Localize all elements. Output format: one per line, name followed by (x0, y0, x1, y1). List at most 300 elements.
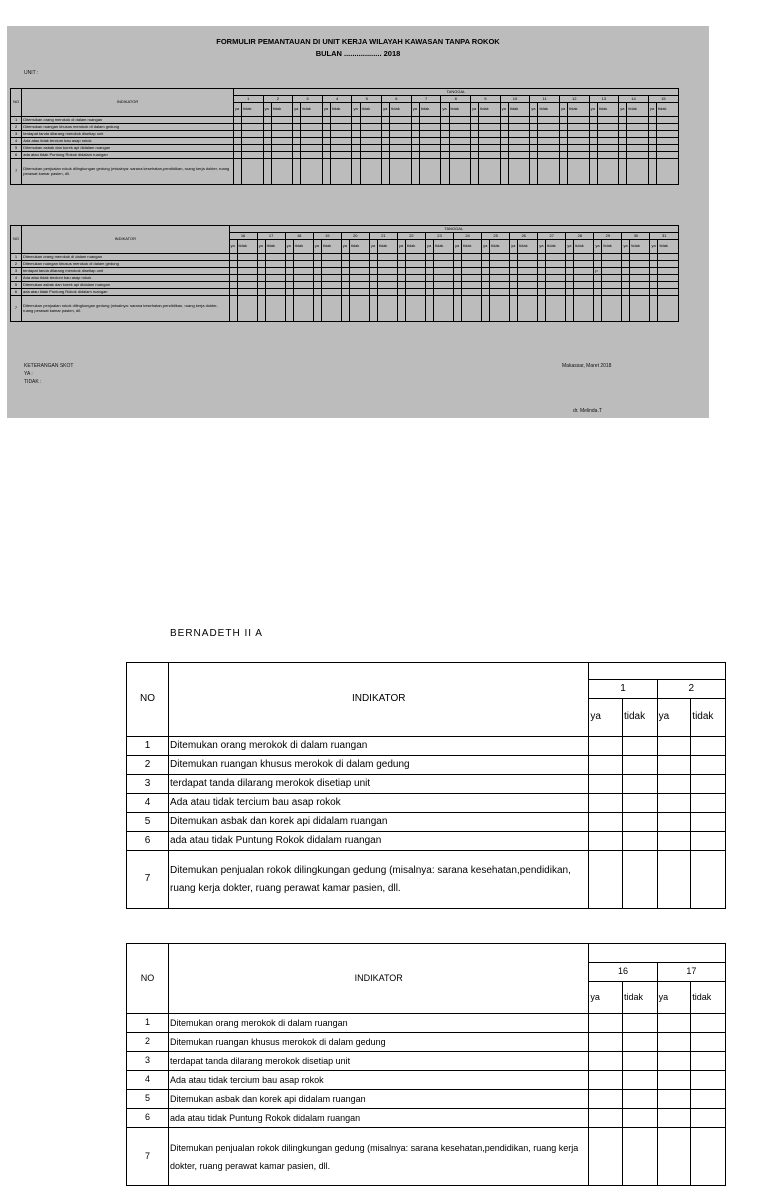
ya-cell (589, 1071, 623, 1090)
ya-cell (411, 159, 419, 185)
tidak-cell (627, 138, 648, 145)
ya-cell (369, 296, 377, 322)
ya-cell (233, 145, 241, 152)
tidak-cell (623, 756, 658, 775)
ya-cell (510, 275, 518, 282)
day-header: 2 (263, 96, 293, 103)
ya-cell (566, 275, 574, 282)
indicator-no: 2 (11, 261, 22, 268)
tidak-header: tidak (377, 240, 397, 254)
day-header: 26 (510, 233, 538, 240)
day-header: 27 (538, 233, 566, 240)
tidak-cell (265, 289, 285, 296)
day-header: 6 (382, 96, 412, 103)
tidak-cell (658, 268, 679, 275)
tidak-cell (462, 275, 482, 282)
ya-header: ya (559, 103, 567, 117)
ya-cell (589, 794, 623, 813)
ya-cell (594, 289, 602, 296)
ya-cell (285, 261, 293, 268)
tidak-cell (508, 145, 529, 152)
ya-cell (530, 124, 538, 131)
day-header: 19 (313, 233, 341, 240)
tidak-cell (657, 145, 679, 152)
tidak-cell (301, 138, 322, 145)
tidak-header: tidak (657, 103, 679, 117)
ya-cell (369, 268, 377, 275)
tidak-cell (242, 138, 263, 145)
tidak-cell (630, 282, 650, 289)
ya-cell (538, 282, 546, 289)
ya-cell (263, 152, 271, 159)
tidak-cell (390, 138, 411, 145)
ya-cell (510, 296, 518, 322)
tidak-cell (518, 282, 538, 289)
indicator-no: 3 (127, 1052, 169, 1071)
ya-cell (559, 145, 567, 152)
ya-cell (482, 254, 490, 261)
tidak-cell (508, 138, 529, 145)
tidak-header: tidak (508, 103, 529, 117)
tidak-cell (658, 254, 679, 261)
ya-cell (441, 145, 449, 152)
ya-cell (397, 268, 405, 275)
day-header: 20 (341, 233, 369, 240)
tidak-cell (691, 813, 726, 832)
tidak-cell (627, 159, 648, 185)
tidak-cell (597, 145, 618, 152)
indicator-no: 7 (11, 296, 22, 322)
tidak-cell (602, 268, 622, 275)
day-header: 1 (233, 96, 263, 103)
tidak-cell (538, 159, 559, 185)
ya-cell (500, 117, 508, 124)
tidak-cell (390, 117, 411, 124)
tidak-cell (390, 145, 411, 152)
tidak-cell (657, 124, 679, 131)
tidak-cell (390, 124, 411, 131)
ya-cell (441, 131, 449, 138)
day-header: 25 (482, 233, 510, 240)
ya-cell (382, 117, 390, 124)
marked-cell: p (594, 268, 602, 275)
ya-cell (566, 282, 574, 289)
tidak-cell (265, 275, 285, 282)
tidak-cell (658, 261, 679, 268)
ya-header: ya (594, 240, 602, 254)
ya-cell (482, 282, 490, 289)
ya-cell (648, 159, 656, 185)
indicator-text: Ada atau tidak tercium bau asap rokok (22, 275, 230, 282)
ya-header: ya (530, 103, 538, 117)
tidak-cell (293, 261, 313, 268)
tidak-cell (321, 254, 341, 261)
day-header: 31 (650, 233, 679, 240)
ya-cell (352, 124, 360, 131)
tidak-cell (657, 117, 679, 124)
tidak-cell (293, 289, 313, 296)
ya-cell (510, 254, 518, 261)
day-header: 4 (322, 96, 352, 103)
ya-cell (657, 851, 691, 909)
ya-cell (538, 275, 546, 282)
ya-header: ya (650, 240, 658, 254)
ya-cell (322, 152, 330, 159)
tidak-cell (490, 296, 510, 322)
ya-cell (589, 832, 623, 851)
ya-cell (538, 268, 546, 275)
ya-cell (619, 124, 627, 131)
ya-cell (657, 756, 691, 775)
tidak-cell (271, 124, 292, 131)
tidak-cell (405, 275, 425, 282)
ya-cell (622, 261, 630, 268)
tanggal-header-blank (589, 663, 726, 680)
ya-header: ya (313, 240, 321, 254)
tidak-cell (271, 117, 292, 124)
tidak-cell (349, 282, 369, 289)
ya-cell (589, 851, 623, 909)
tidak-cell (691, 737, 726, 756)
ya-cell (397, 282, 405, 289)
ya-cell (510, 282, 518, 289)
day-header: 5 (352, 96, 382, 103)
ya-cell (425, 261, 433, 268)
ya-cell (411, 152, 419, 159)
indicator-no: 4 (11, 138, 22, 145)
indicator-text: terdapat tanda dilarang merokok disetiap unit (169, 775, 589, 794)
indicator-text: Ditemukan orang merokok di dalam ruangan (169, 737, 589, 756)
ya-cell (559, 117, 567, 124)
ya-cell (229, 275, 237, 282)
tidak-cell (419, 145, 440, 152)
tidak-cell (462, 296, 482, 322)
ya-cell (500, 145, 508, 152)
tidak-cell (574, 282, 594, 289)
ya-cell (229, 254, 237, 261)
ya-header: ya (322, 103, 330, 117)
tanggal-header-blank (589, 944, 726, 963)
tidak-cell (691, 1052, 726, 1071)
tidak-cell (349, 289, 369, 296)
tidak-cell (574, 275, 594, 282)
day-header: 18 (285, 233, 313, 240)
tidak-header: tidak (627, 103, 648, 117)
tidak-cell (462, 289, 482, 296)
ya-cell (500, 131, 508, 138)
ya-header: ya (566, 240, 574, 254)
indicator-text: Ada atau tidak tercium bau asap rokok (169, 794, 589, 813)
tidak-cell (330, 124, 351, 131)
tidak-cell (568, 152, 589, 159)
tidak-cell (360, 152, 381, 159)
tidak-cell (301, 159, 322, 185)
indicator-text: Ditemukan asbak dan korek api didalam ruangan (22, 282, 230, 289)
ya-cell (233, 159, 241, 185)
tidak-cell (330, 159, 351, 185)
form-subtitle: BULAN .................. 2018 (315, 49, 401, 58)
ya-cell (313, 268, 321, 275)
day-header: 28 (566, 233, 594, 240)
tidak-header: tidak (321, 240, 341, 254)
ya-cell (285, 268, 293, 275)
day-header: 10 (500, 96, 530, 103)
ya-cell (229, 268, 237, 275)
tidak-cell (479, 117, 500, 124)
tidak-cell (449, 138, 470, 145)
ya-cell (482, 261, 490, 268)
tidak-cell (293, 282, 313, 289)
ya-cell (657, 1090, 691, 1109)
ya-cell (425, 268, 433, 275)
ya-cell (482, 275, 490, 282)
day-header: 14 (619, 96, 649, 103)
ya-cell (471, 152, 479, 159)
tidak-cell (691, 1014, 726, 1033)
tidak-cell (293, 254, 313, 261)
tidak-cell (321, 289, 341, 296)
tidak-cell (538, 145, 559, 152)
tidak-cell (490, 261, 510, 268)
indicator-no: 5 (127, 813, 169, 832)
tidak-cell (462, 282, 482, 289)
tidak-cell (623, 851, 658, 909)
ya-cell (657, 1109, 691, 1128)
tidak-cell (479, 152, 500, 159)
tidak-cell (271, 145, 292, 152)
ya-cell (650, 254, 658, 261)
tidak-cell (623, 832, 658, 851)
ya-cell (313, 254, 321, 261)
indicator-no: 6 (127, 832, 169, 851)
tidak-cell (538, 131, 559, 138)
ya-cell (293, 159, 301, 185)
ya-header: ya (454, 240, 462, 254)
tanggal-header: TANGGAL (229, 226, 678, 233)
tidak-cell (602, 296, 622, 322)
tidak-cell (602, 275, 622, 282)
ya-cell (257, 296, 265, 322)
ya-cell (382, 159, 390, 185)
ya-cell (322, 159, 330, 185)
tidak-cell (301, 131, 322, 138)
tidak-cell (546, 254, 566, 261)
ya-cell (369, 275, 377, 282)
ya-cell (589, 1052, 623, 1071)
tidak-cell (479, 159, 500, 185)
ya-cell (233, 131, 241, 138)
ya-header: ya (411, 103, 419, 117)
ya-cell (425, 275, 433, 282)
ya-cell (657, 737, 691, 756)
ya-cell (257, 254, 265, 261)
ya-cell (530, 131, 538, 138)
ya-header: ya (341, 240, 349, 254)
tidak-cell (658, 296, 679, 322)
ya-header: ya (657, 982, 691, 1014)
page-name: BERNADETH II A (170, 628, 263, 639)
indicator-text: Ditemukan ruangan khusus merokok di dalam gedung (22, 261, 230, 268)
day-header: 9 (471, 96, 501, 103)
no-header: NO (11, 226, 22, 254)
tidak-cell (518, 296, 538, 322)
tidak-header: tidak (301, 103, 322, 117)
ya-cell (352, 159, 360, 185)
ya-cell (263, 159, 271, 185)
tidak-cell (321, 275, 341, 282)
indicator-no: 1 (11, 254, 22, 261)
tidak-cell (538, 138, 559, 145)
tidak-cell (433, 268, 453, 275)
tidak-cell (508, 131, 529, 138)
ya-header: ya (589, 699, 623, 737)
ya-cell (566, 289, 574, 296)
ya-cell (369, 261, 377, 268)
tidak-cell (623, 1090, 658, 1109)
ya-cell (657, 1052, 691, 1071)
tidak-cell (574, 254, 594, 261)
tidak-cell (321, 261, 341, 268)
tidak-cell (377, 296, 397, 322)
tidak-header: tidak (568, 103, 589, 117)
ya-cell (657, 794, 691, 813)
tidak-cell (419, 138, 440, 145)
form-title: FORMULIR PEMANTAUAN DI UNIT KERJA WILAYAH KAWASAN TANPA ROKOK (216, 37, 500, 46)
ya-header: ya (589, 982, 623, 1014)
tidak-cell (360, 159, 381, 185)
ya-cell (657, 832, 691, 851)
ya-header: ya (352, 103, 360, 117)
tidak-cell (518, 289, 538, 296)
tidak-cell (419, 159, 440, 185)
tidak-header: tidak (237, 240, 257, 254)
ya-cell (322, 117, 330, 124)
tidak-cell (623, 1033, 658, 1052)
ya-cell (285, 282, 293, 289)
tidak-cell (293, 275, 313, 282)
tidak-header: tidak (419, 103, 440, 117)
ya-cell (411, 131, 419, 138)
tidak-cell (349, 275, 369, 282)
tidak-cell (237, 261, 257, 268)
ya-cell (648, 138, 656, 145)
ya-cell (369, 254, 377, 261)
indikator-header: INDIKATOR (169, 663, 589, 737)
ya-header: ya (425, 240, 433, 254)
indicator-no: 5 (127, 1090, 169, 1109)
day-header: 23 (425, 233, 453, 240)
ya-cell (425, 289, 433, 296)
tidak-header: tidak (623, 699, 658, 737)
ya-cell (589, 1109, 623, 1128)
tidak-cell (433, 261, 453, 268)
tidak-cell (293, 296, 313, 322)
ya-cell (650, 268, 658, 275)
ya-cell (441, 117, 449, 124)
tidak-cell (623, 1052, 658, 1071)
ya-cell (441, 159, 449, 185)
day-header: 8 (441, 96, 471, 103)
tidak-cell (242, 145, 263, 152)
monitoring-table-days-16-31 (10, 225, 679, 322)
tidak-cell (377, 289, 397, 296)
ya-header: ya (500, 103, 508, 117)
tidak-cell (602, 289, 622, 296)
ya-cell (538, 289, 546, 296)
ya-cell (619, 131, 627, 138)
ya-cell (257, 268, 265, 275)
ya-cell (352, 131, 360, 138)
ya-cell (530, 145, 538, 152)
tidak-cell (574, 296, 594, 322)
ya-cell (619, 138, 627, 145)
tidak-cell (508, 159, 529, 185)
indicator-text: Ditemukan penjualan rokok dilingkungan gedung (misalnya: sarana kesehatan,pendidikan, ruang kerja dokter, ruang perawat kamar pasien, dll. (22, 159, 234, 185)
tidak-cell (405, 254, 425, 261)
tidak-cell (265, 296, 285, 322)
indicator-text: Ditemukan penjualan rokok dilingkungan gedung (misalnya: sarana kesehatan,pendidikan, ruang kerja dokter, ruang perawat kamar pasien, dll. (169, 851, 589, 909)
tidak-cell (597, 138, 618, 145)
tidak-cell (237, 275, 257, 282)
tidak-score-label: TIDAK : (24, 379, 42, 385)
ya-header: ya (263, 103, 271, 117)
tidak-cell (691, 832, 726, 851)
ya-cell (352, 152, 360, 159)
tidak-cell (602, 254, 622, 261)
tidak-cell (265, 261, 285, 268)
tidak-cell (597, 124, 618, 131)
tidak-cell (449, 152, 470, 159)
ya-cell (313, 289, 321, 296)
indicator-text: Ditemukan penjualan rokok dilingkungan gedung (misalnya: sarana kesehatan,pendidikan, ruang kerja dokter, ruang perawat kamar pasien, dll. (22, 296, 230, 322)
tidak-cell (349, 296, 369, 322)
ya-cell (257, 261, 265, 268)
ya-cell (313, 282, 321, 289)
tidak-cell (301, 145, 322, 152)
indicator-text: Ditemukan orang merokok di dalam ruangan (169, 1014, 589, 1033)
tidak-cell (377, 282, 397, 289)
day-header: 29 (594, 233, 622, 240)
ya-cell (341, 261, 349, 268)
tidak-cell (691, 1090, 726, 1109)
ya-cell (648, 152, 656, 159)
indicator-no: 2 (127, 1033, 169, 1052)
no-header: NO (127, 944, 169, 1014)
ya-cell (257, 275, 265, 282)
ya-header: ya (441, 103, 449, 117)
ya-cell (500, 124, 508, 131)
tidak-cell (546, 268, 566, 275)
tidak-cell (265, 268, 285, 275)
ya-cell (566, 268, 574, 275)
indicator-no: 1 (127, 737, 169, 756)
tidak-header: tidak (293, 240, 313, 254)
tidak-cell (490, 282, 510, 289)
ya-cell (594, 261, 602, 268)
tidak-cell (691, 1071, 726, 1090)
ya-cell (369, 289, 377, 296)
ya-cell (397, 275, 405, 282)
ya-cell (229, 296, 237, 322)
day-header: 16 (229, 233, 257, 240)
tidak-cell (630, 289, 650, 296)
tidak-cell (630, 296, 650, 322)
tidak-cell (449, 145, 470, 152)
ya-cell (341, 282, 349, 289)
tidak-cell (405, 268, 425, 275)
ya-cell (382, 145, 390, 152)
tidak-cell (630, 261, 650, 268)
